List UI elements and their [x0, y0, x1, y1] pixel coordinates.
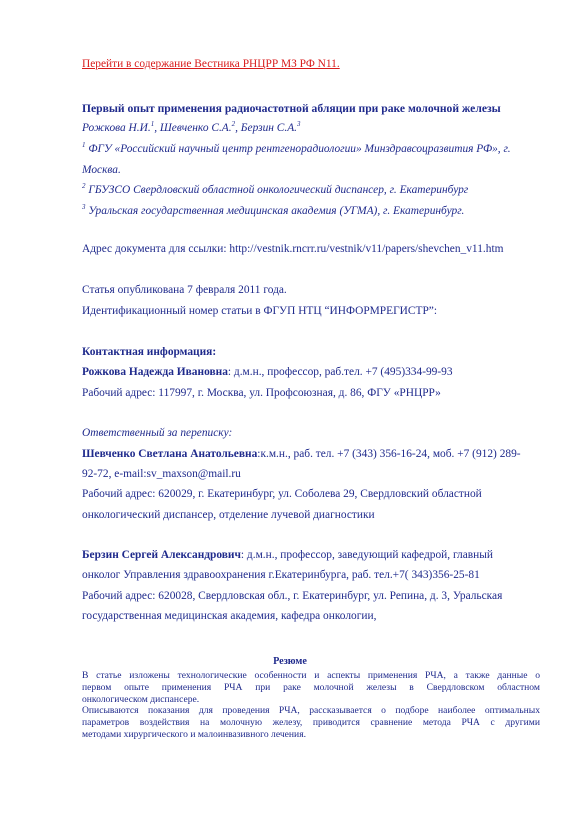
publication-date: Статья опубликована 7 февраля 2011 года.	[82, 284, 287, 296]
affiliation-3	[82, 204, 464, 218]
resume-p2-line1: Описываются показания для проведения РЧА, рассказывается о подборе наиболее оптимальных	[82, 705, 540, 716]
berzin-address-continued: государственная медицинская академия, кафедра онкологии,	[82, 610, 377, 622]
berzin-info-continued: онколог Управления здравоохранения г.Екатеринбурга, раб. тел.+7( 343)356-25-81	[82, 569, 480, 581]
affiliation-2	[82, 183, 468, 197]
affiliation-1-number: 1	[82, 141, 86, 149]
contact-heading: Контактная информация:	[82, 346, 217, 358]
resume-p2-line2: параметров воздействия на молочную железу, приводится сравнение метода РЧА с другими	[82, 717, 540, 728]
affiliation-2-text: ГБУЗСО Свердловский областной онкологический диспансер, г. Екатеринбург	[85, 184, 469, 196]
resume-p1-line3: онкологическом диспансере.	[82, 694, 200, 705]
contents-link[interactable]: Перейти в содержание Вестника РНЦРР МЗ РФ N11.	[82, 58, 340, 70]
berzin-name: Берзин Сергей Александрович	[82, 549, 241, 561]
rozhkova-contact	[82, 365, 453, 379]
author-2-ref: 2	[231, 120, 236, 128]
berzin-contact	[82, 548, 493, 562]
shevchenko-info: :к.м.н., раб. тел. +7 (343) 356-16-24, моб. +7 (912) 289-	[257, 448, 521, 460]
resume-heading: Резюме	[273, 656, 307, 667]
registry-number: Идентификационный номер статьи в ФГУП НТЦ “ИНФОРМРЕГИСТР”:	[82, 305, 438, 317]
author-3-ref: 3	[297, 120, 301, 128]
affiliation-2-number: 2	[82, 182, 86, 190]
shevchenko-contact	[82, 447, 521, 461]
article-title: Первый опыт применения радиочастотной абляции при раке молочной железы	[82, 102, 501, 115]
resume-p1-line1: В статье изложены технологические особенности и аспекты применения РЧА, а также данные о	[82, 670, 540, 681]
author-2: , Шевченко С.А.	[154, 122, 232, 134]
affiliation-1-text: ФГУ «Российский научный центр рентгенорадиологии» Минздравсоцразвития РФ», г.	[85, 143, 511, 155]
author-3: , Берзин С.А.	[235, 122, 298, 134]
rozhkova-address: Рабочий адрес: 117997, г. Москва, ул. Профсоюзная, д. 86, ФГУ «РНЦРР»	[82, 387, 441, 399]
affiliation-1-continued: Москва.	[82, 164, 121, 176]
author-1-ref: 1	[150, 120, 155, 128]
responsible-heading: Ответственный за переписку:	[82, 427, 233, 439]
berzin-address: Рабочий адрес: 620028, Свердловская обл., г. Екатеринбург, ул. Репина, д. 3, Уральская	[82, 590, 503, 602]
resume-p1-line2: первом опыте применения РЧА при раке молочной железы в Свердловском областном	[82, 682, 540, 693]
shevchenko-address: Рабочий адрес: 620029, г. Екатеринбург, ул. Соболева 29, Свердловский областной	[82, 488, 482, 500]
affiliation-3-number: 3	[82, 203, 86, 211]
shevchenko-address-continued: онкологический диспансер, отделение лучевой диагностики	[82, 509, 375, 521]
berzin-info: : д.м.н., профессор, заведующий кафедрой, главный	[240, 549, 493, 561]
shevchenko-email: 92-72, e-mail:sv_maxson@mail.ru	[82, 468, 241, 480]
affiliation-3-text: Уральская государственная медицинская академия (УГМА), г. Екатеринбург.	[85, 205, 465, 217]
author-1: Рожкова Н.И.	[82, 122, 151, 134]
authors	[82, 121, 301, 135]
resume-p2-line3: методами хирургического и малоинвазивного лечения.	[82, 729, 307, 740]
rozhkova-name: Рожкова Надежда Ивановна	[82, 366, 228, 378]
shevchenko-name: Шевченко Светлана Анатольевна	[82, 448, 258, 460]
rozhkova-info: : д.м.н., профессор, раб.тел. +7 (495)334-99-93	[227, 366, 453, 378]
affiliation-1	[82, 142, 511, 156]
document-address: Адрес документа для ссылки: http://vestnik.rncrr.ru/vestnik/v11/papers/shevchen_v11.htm	[82, 243, 504, 255]
